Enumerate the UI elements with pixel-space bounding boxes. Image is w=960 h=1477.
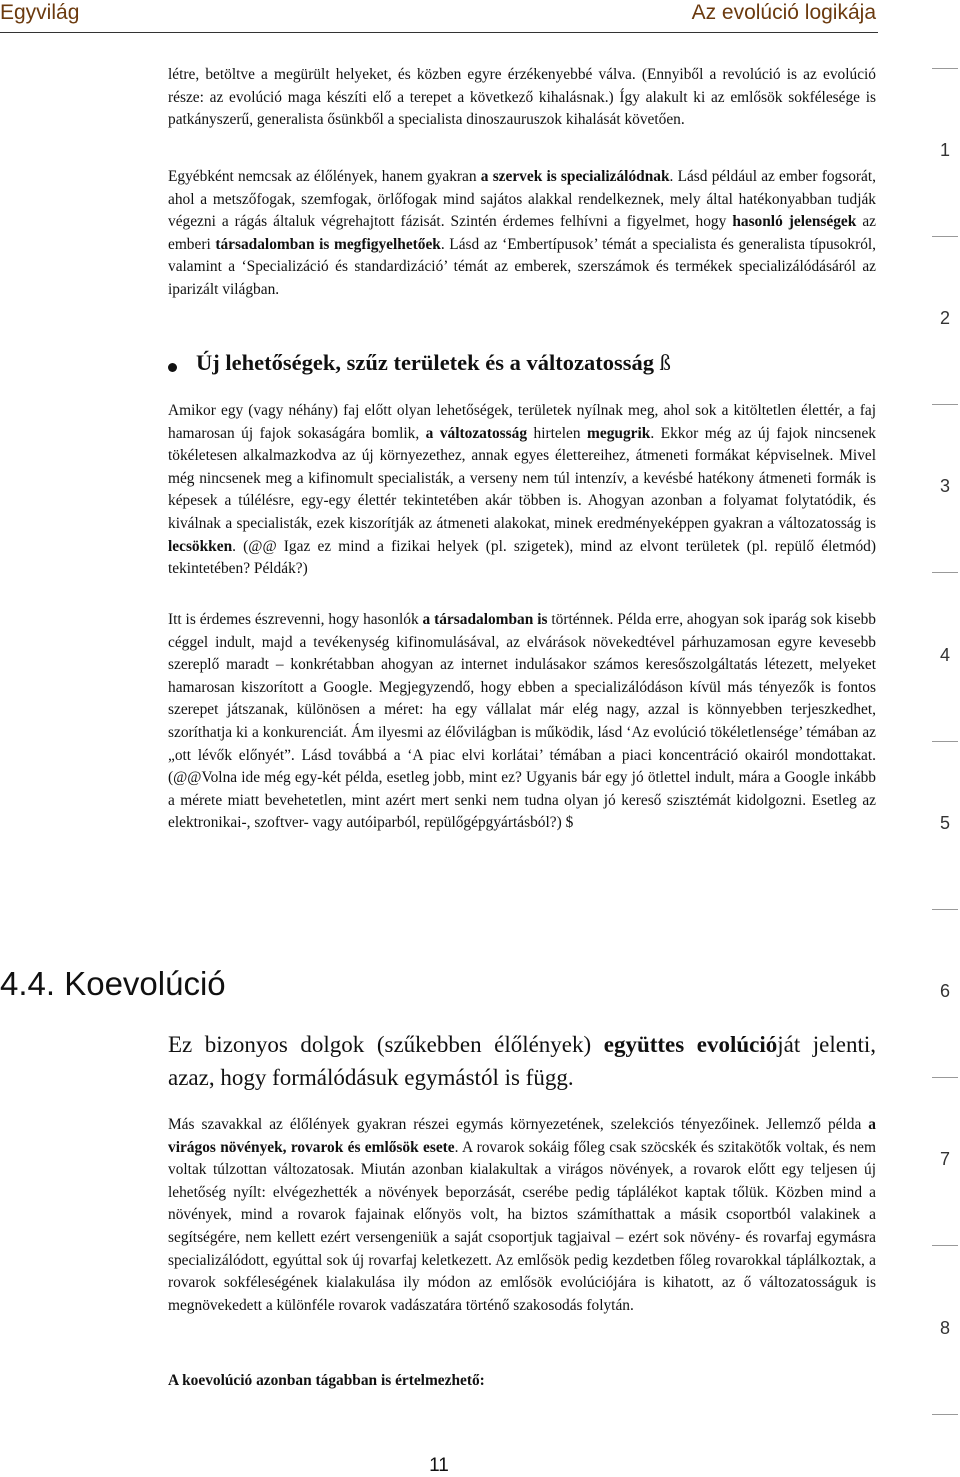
emphasis-text: társadalomban is megfigyelhetőek	[215, 235, 441, 253]
ruler-number-4: 4	[939, 645, 950, 665]
ruler-tick	[932, 1414, 958, 1415]
ruler-tick	[932, 741, 958, 742]
emphasis-text: együttes evolúció	[603, 1032, 778, 1057]
ruler-tick	[932, 68, 958, 69]
emphasis-text: megugrik	[587, 424, 651, 442]
ruler-tick	[932, 909, 958, 910]
ruler-tick	[932, 404, 958, 405]
ruler-tick	[932, 1077, 958, 1078]
paragraph-text: létre, betöltve a megürült helyeket, és közben egyre érzékenyebbé válva. (Ennyiből a revolúció is az evolúció része: az evolúció maga készíti elő a terepet a következő kihalásnak.) Így alakult ki az emlősök sokfélesége is patkányszerű, generalista ősünkből a specialista dinoszauruszok kihalását követően.	[168, 66, 876, 129]
back-arrow-icon[interactable]: ß	[659, 350, 671, 375]
header-book-title: Egyvilág	[0, 1, 80, 24]
ruler-number-5: 5	[939, 813, 950, 833]
emphasis-text: a szervek is specializálódnak	[480, 168, 670, 185]
paragraph-text: Más szavakkal az élőlények gyakran részei egymás környezetének, szelekciós tényezőinek. Jellemző példa	[168, 1116, 869, 1133]
paragraph-text: Amikor egy (vagy néhány) faj előtt olyan lehetőségek, területek nyílnak meg, ahol sok a kitöltetlen élettér, a faj hamarosan új fajok sokaságára bomlik,	[168, 402, 876, 442]
paragraph-text: Itt is érdemes észrevenni, hogy hasonlók	[168, 611, 423, 628]
paragraph-organ-specialization	[168, 166, 876, 302]
ruler-number-6: 6	[939, 981, 950, 1001]
section-intro	[168, 1028, 876, 1094]
paragraph-extinction	[168, 64, 876, 132]
ruler-tick	[932, 572, 958, 573]
emphasis-text: lecsökken	[168, 537, 233, 555]
subsection-heading	[168, 350, 876, 386]
intro-text: ját jelenti, azaz, hogy formálódásuk egymástól is függ.	[168, 1032, 877, 1090]
emphasis-text: a társadalomban is	[422, 611, 548, 628]
ruler-number-1: 1	[939, 140, 950, 160]
ruler-tick	[932, 236, 958, 237]
margin-ruler	[930, 0, 960, 1477]
paragraph-text: . Lásd például az ember fogsorát, ahol a metszőfogak, szemfogak, örlőfogak mind sajátos alakkal rendelkeznek, mely által hatékonyabban tudják végezni a rágás általuk végrehajtott fázisát. Szintén érdemes felhívni a figyelmet, hogy	[168, 168, 876, 231]
emphasis-text: a változatosság	[425, 424, 528, 442]
ruler-number-3: 3	[939, 476, 950, 496]
paragraph-text: . A rovarok sokáig főleg csak szöcskék és szitakötők voltak, és nem voltak túlzottan változatosak. Miután azonban kialakultak a virágos növények, a rovarok előtt egy teljesen új lehetőség nyílt: elvégezhették a növények beporzását, cserébe pedig táplálékot kaptak tőlük. Közben mind a növények, mind a rovarok fajainak előnyös volt, ha biztos számíthattak a másik csoportból valakinek a segítségére, nem kellett ezért versengeniük a saját csoportjuk tagjaival – ezért sok növény- és rovarfaj egymásra specializálódott, egyúttal sok új rovarfaj keletkezett. Az emlősök pedig kezdetben főleg rovarokkal táplálkoztak, a rovarok sokféleségének kialakulása ily módon az emlősök evolúciójára is kihatott, az ő változatosságuk is megnövekedett a különféle rovarok vadászatára történő szakosodás folytán.	[168, 1138, 876, 1314]
paragraph-text: . (@@ Igaz ez mind a fizikai helyek (pl. szigetek), mind az elvont területek (pl. repülő életmód) tekintetében? Példák?)	[168, 537, 876, 578]
ruler-number-2: 2	[939, 308, 950, 328]
paragraph-text: . Lásd az ‘Embertípusok’ témát a specialista és generalista típusokról, valamint a ‘Specializáció és standardizáció’ témát az emberek, szerszámok és termékek specializálódásáról az iparizált világban.	[168, 235, 877, 298]
ruler-number-8: 8	[939, 1318, 950, 1338]
paragraph-text: . Ekkor még az új fajok nincsenek tökéletesen alkalmazkodva az új környezethez, annak egyes élettereihez, átmeneti formákat képviselnek. Mivel még nincsenek meg a kifinomult specialisták, a verseny nem túl intenzív, a kevésbé hatékony átmeneti formák is képesek a túlélésre, egy-egy élettér tekintetében akár többen is. Ahogyan azonban a folyamat folytatódik, és kiválnak a specialisták, ezek kiszorítják az átmeneti alakokat, minek eredményeképpen gyakran a változatosság is	[168, 424, 876, 532]
paragraph-text: hirtelen	[527, 424, 588, 442]
closing-sentence: A koevolúció azonban tágabban is értelmezhető:	[168, 1372, 485, 1389]
paragraph-society	[168, 609, 876, 835]
ruler-tick	[932, 1245, 958, 1246]
emphasis-text: hasonló jelenségek	[732, 213, 857, 231]
subsection-heading-text	[196, 350, 671, 376]
paragraph-text: az emberi	[168, 213, 876, 253]
running-header	[0, 0, 878, 33]
page-number: 11	[429, 1455, 449, 1476]
heading-label: Új lehetőségek, szűz területek és a változatosság	[196, 350, 655, 375]
ruler-number-7: 7	[939, 1149, 950, 1169]
emphasis-text: a virágos növények, rovarok és emlősök esete	[168, 1116, 876, 1156]
intro-text: Ez bizonyos dolgok (szűkebben élőlények)	[168, 1032, 604, 1057]
paragraph-diversity	[168, 400, 876, 581]
paragraph-text: Egyébként nemcsak az élőlények, hanem gyakran	[168, 168, 481, 185]
section-title: 4.4. Koevolúció	[0, 965, 226, 1002]
paragraph-text: történnek. Példa erre, ahogyan sok iparág sok kisebb céggel indult, majd a tevékenység kifinomulásával, az elvárások növekedtével párhuzamosan egyre kevesebb szereplő maradt – konkrétabban ahogyan az internet indulásakor számos keresőszolgáltatás létezett, melyeket hamarosan kiszorított a Google. Megjegyzendő, hogy ebben a specializálódáson kívül más tényezők is fontos szerepet játszanak, különösen a méret: ha egy vállalat már elég nagy, azzal is könnyebben terjeszkedhet, szoríthatja ki a konkurenciát. Ám ilyesmi az élővilágban is működik, lásd ‘Az evolúció tökéletlensége’ témában az „ott lévők előnyét”. Lásd továbbá a ‘A piac elvi korlátai’ témában a piaci koncentráció okairól mondottakat. (@@Volna ide még egy-két példa, esetleg jobb, mint ez? Ugyanis bár egy jó ötlettel indult, mára a Google inkább a mérete miatt bevehetetlen, mint azért mert senki nem tudna olyan jó kereső szisztémát kidolgozni. Esetleg az elektronikai-, szoftver- vagy autóiparból, repülőgépgyártásból?) $	[168, 611, 876, 832]
paragraph-coevolution-example	[168, 1114, 876, 1317]
header-chapter-title: Az evolúció logikája	[691, 1, 876, 24]
bullet-icon	[168, 363, 177, 372]
